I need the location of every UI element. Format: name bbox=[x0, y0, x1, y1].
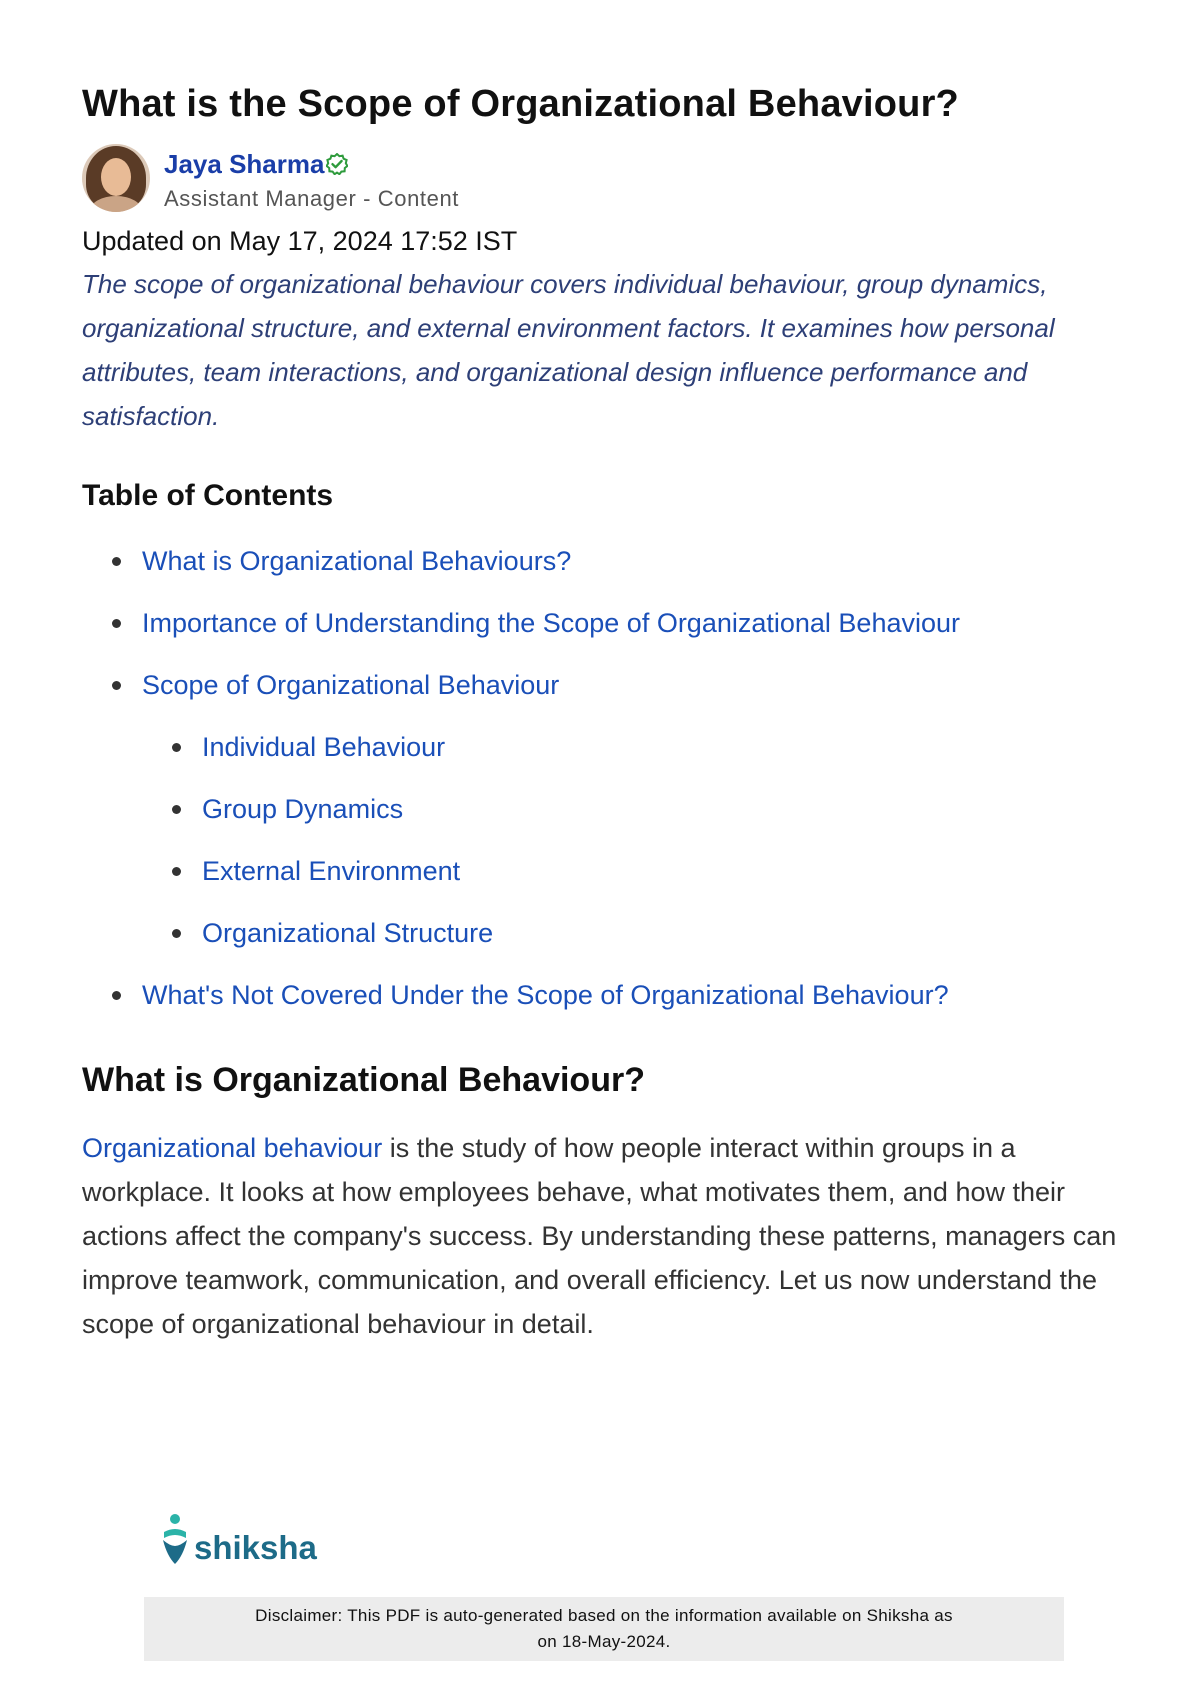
author-block bbox=[82, 144, 1122, 220]
disclaimer-line-2: on 18-May-2024. bbox=[537, 1632, 671, 1651]
disclaimer-line-1: Disclaimer: This PDF is auto-generated based on the information available on Shiksha as bbox=[255, 1606, 953, 1625]
updated-date: Updated on May 17, 2024 17:52 IST bbox=[82, 226, 518, 256]
shiksha-logo bbox=[158, 1512, 317, 1568]
toc-link-external-environment[interactable]: External Environment bbox=[202, 856, 461, 886]
page-title: What is the Scope of Organizational Behaviour? bbox=[82, 83, 959, 125]
section-heading: What is Organizational Behaviour? bbox=[82, 1061, 645, 1099]
article-summary: The scope of organizational behaviour covers individual behaviour, group dynamics, organizational structure, and external environment factors. It examines how personal attributes, team interactions, and organizational design influence performance and satisfaction. bbox=[82, 269, 1055, 431]
toc-item bbox=[82, 604, 1122, 666]
toc-link-not-covered[interactable]: What's Not Covered Under the Scope of Organizational Behaviour? bbox=[142, 980, 949, 1010]
toc-link-individual-behaviour[interactable]: Individual Behaviour bbox=[202, 732, 446, 762]
table-of-contents bbox=[82, 542, 1122, 1038]
toc-link-group-dynamics[interactable]: Group Dynamics bbox=[202, 794, 404, 824]
toc-item bbox=[82, 666, 1122, 728]
author-info bbox=[164, 144, 459, 212]
toc-item bbox=[82, 542, 1122, 604]
section-body bbox=[82, 1126, 1122, 1346]
article bbox=[82, 78, 1122, 1346]
toc-subitem bbox=[82, 852, 1122, 914]
bullet-icon bbox=[172, 929, 181, 938]
toc-link-organizational-structure[interactable]: Organizational Structure bbox=[202, 918, 494, 948]
toc-link-what-is-ob[interactable]: What is Organizational Behaviours? bbox=[142, 546, 572, 576]
bullet-icon bbox=[172, 867, 181, 876]
author-name-row bbox=[164, 148, 459, 180]
bullet-icon bbox=[112, 991, 121, 1000]
bullet-icon bbox=[172, 743, 181, 752]
author-name-link[interactable]: Jaya Sharma bbox=[164, 148, 325, 179]
toc-subitem bbox=[82, 790, 1122, 852]
verified-badge-icon bbox=[326, 153, 348, 175]
bullet-icon bbox=[112, 619, 121, 628]
section-body-text: is the study of how people interact within groups in a workplace. It looks at how employees behave, what motivates them, and how their actions affect the company's success. By understanding these patterns, managers can improve teamwork, communication, and overall efficiency. Let us now understand the scope of organizational behaviour in detail. bbox=[82, 1133, 1117, 1339]
toc-link-scope[interactable]: Scope of Organizational Behaviour bbox=[142, 670, 560, 700]
toc-item bbox=[82, 976, 1122, 1038]
disclaimer-box bbox=[144, 1597, 1064, 1661]
author-role: Assistant Manager - Content bbox=[164, 186, 460, 211]
shiksha-logo-text: shiksha bbox=[194, 1529, 317, 1566]
avatar[interactable] bbox=[82, 144, 150, 212]
ob-inline-link[interactable]: Organizational behaviour bbox=[82, 1133, 383, 1163]
toc-subitem bbox=[82, 728, 1122, 790]
bullet-icon bbox=[112, 557, 121, 566]
bullet-icon bbox=[172, 805, 181, 814]
toc-heading: Table of Contents bbox=[82, 479, 334, 512]
bullet-icon bbox=[112, 681, 121, 690]
toc-subitem bbox=[82, 914, 1122, 976]
shiksha-logo-icon bbox=[158, 1512, 192, 1568]
toc-link-importance[interactable]: Importance of Understanding the Scope of Organizational Behaviour bbox=[142, 608, 961, 638]
